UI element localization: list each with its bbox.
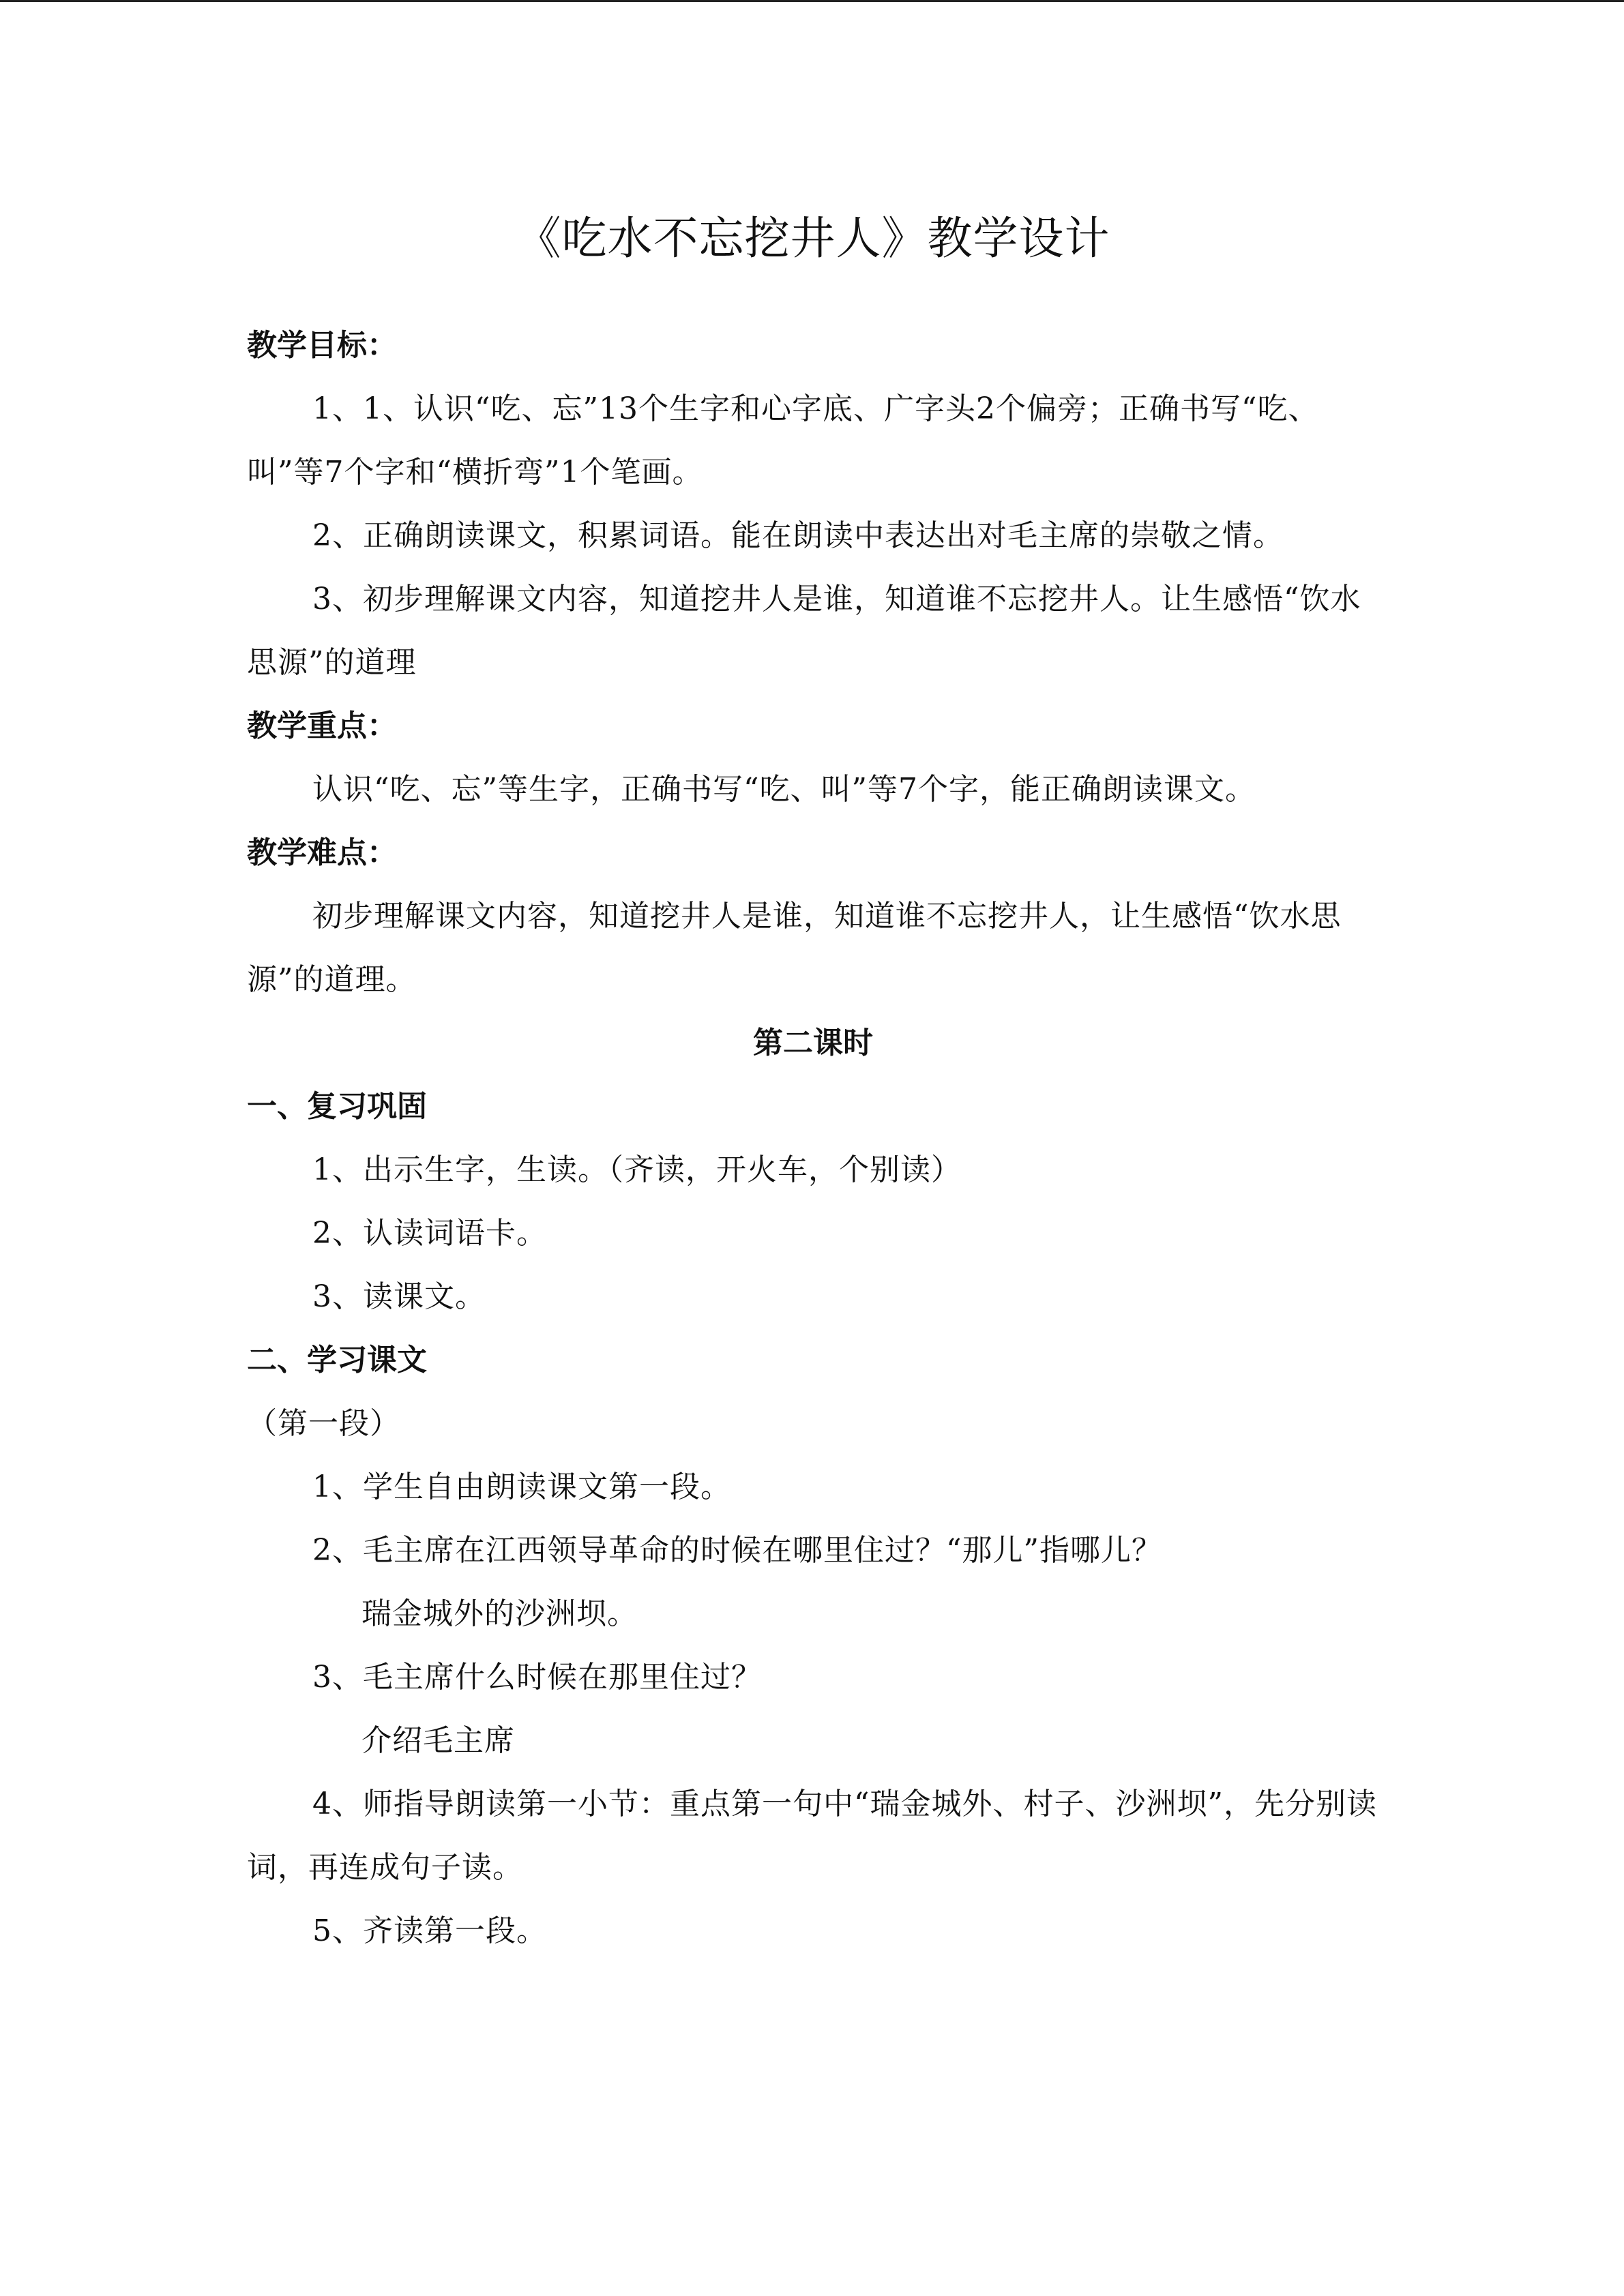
part1-heading: 一、复习巩固 <box>247 1089 427 1124</box>
part2-segment-label: （第一段） <box>247 1406 400 1441</box>
part2-item-2: 2、毛主席在江西领导革命的时候在哪里住过？“那儿”指哪儿？ <box>312 1533 1162 1568</box>
part2-item-1: 1、学生自由朗读课文第一段。 <box>312 1470 731 1504</box>
objective-item-3: 3、初步理解课文内容，知道挖井人是谁，知道谁不忘挖井人。让生感悟“饮水思源”的道理 <box>247 582 1361 680</box>
part1-item-2: 2、认读词语卡。 <box>312 1216 547 1251</box>
part2-heading: 二、学习课文 <box>247 1343 427 1377</box>
part2-answer-1: 瑞金城外的沙洲坝。 <box>361 1596 638 1631</box>
key-points-heading: 教学重点： <box>247 709 397 743</box>
difficulties-text: 初步理解课文内容，知道挖井人是谁，知道谁不忘挖井人，让生感悟“饮水思源”的道理。 <box>247 899 1342 997</box>
part2-item-4: 4、师指导朗读第一小节：重点第一句中“瑞金城外、村子、沙洲坝”，先分别读词，再连成句子读。 <box>247 1787 1377 1885</box>
document-page <box>247 205 1379 1963</box>
key-points-text: 认识“吃、忘”等生字，正确书写“吃、叫”等7个字，能正确朗读课文。 <box>312 772 1256 807</box>
part2-item-5: 5、齐读第一段。 <box>312 1913 547 1948</box>
part2-answer-2: 介绍毛主席 <box>361 1723 515 1758</box>
objectives-heading: 教学目标： <box>247 328 397 363</box>
objective-item-2: 2、正确朗读课文，积累词语。能在朗读中表达出对毛主席的崇敬之情。 <box>312 518 1284 553</box>
objective-item-1: 1、1、认识“吃、忘”13个生字和心字底、广字头2个偏旁；正确书写“吃、叫”等7个字和“横折弯”1个笔画。 <box>247 391 1319 490</box>
part1-item-1: 1、出示生字，生读。（齐读，开火车，个别读） <box>312 1152 962 1187</box>
part1-item-3: 3、读课文。 <box>312 1279 486 1314</box>
top-border-line <box>0 0 1624 2</box>
document-title: 《吃水不忘挖井人》教学设计 <box>516 212 1110 265</box>
lesson-title: 第二课时 <box>753 1026 873 1060</box>
part2-item-3: 3、毛主席什么时候在那里住过？ <box>312 1660 762 1695</box>
difficulties-heading: 教学难点： <box>247 835 397 870</box>
